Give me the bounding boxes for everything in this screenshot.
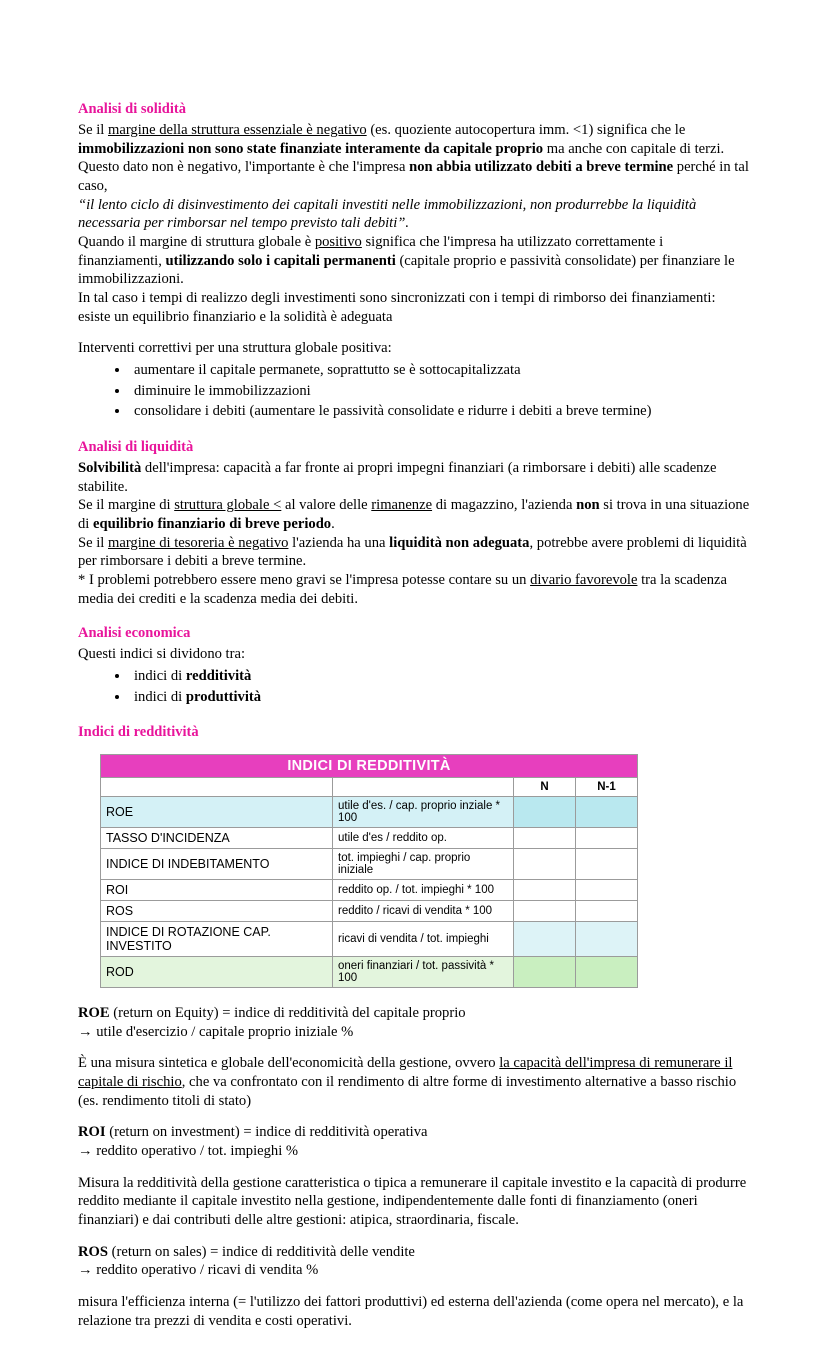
text-fragment: , potrebbe avere problemi di liquidità per rimborsare i debiti a breve termine. <box>78 534 747 570</box>
definition-roi-formula: → reddito operativo / tot. impieghi % <box>78 1143 299 1160</box>
paragraph-liquidita-1 <box>78 459 750 496</box>
text-fragment-underline: margine della struttura essenziale è negativo <box>108 121 367 138</box>
text-fragment-underline: positivo <box>314 233 362 250</box>
text-fragment: al valore delle <box>281 497 372 514</box>
text-fragment: ma anche con capitale di terzi. <box>543 140 725 157</box>
paragraph-solidita-1 <box>78 121 750 158</box>
text-fragment-bold: non <box>576 497 600 514</box>
text-fragment: (return on sales) = indice di redditività delle vendite <box>108 1243 415 1260</box>
text-fragment: si trova in una situazione di <box>78 497 750 532</box>
spacer <box>78 1230 750 1243</box>
row-label: ROI <box>101 880 333 901</box>
table-row <box>101 922 638 957</box>
list-item <box>130 666 750 687</box>
row-formula: reddito / ricavi di vendita * 100 <box>333 901 514 922</box>
text-fragment-underline: margine di tesoreria è negativo <box>108 534 289 551</box>
list-item: • diminuire le immobilizzazioni <box>130 381 750 402</box>
list-item: • aumentare il capitale permanete, soprattutto se è sottocapitalizzata <box>130 360 750 381</box>
paragraph-liquidita-3 <box>78 534 750 571</box>
row-value-n1[interactable] <box>576 828 638 849</box>
text-fragment: Quando il margine di struttura globale è <box>78 233 315 250</box>
row-label: TASSO D'INCIDENZA <box>101 828 333 849</box>
list-interventi-correttivi <box>78 360 750 422</box>
text-fragment: * I problemi potrebbero essere meno gravi se l'impresa potesse contare su un <box>78 571 531 588</box>
definition-roi-title <box>78 1123 750 1142</box>
table-row <box>101 828 638 849</box>
row-label: INDICE DI INDEBITAMENTO <box>101 849 333 880</box>
row-formula: oneri finanziari / tot. passività * 100 <box>333 957 514 988</box>
row-label: INDICE DI ROTAZIONE CAP. INVESTITO <box>101 922 333 957</box>
row-formula: tot. impieghi / cap. proprio iniziale <box>333 849 514 880</box>
definition-roe-description <box>78 1054 750 1110</box>
row-value-n[interactable] <box>514 957 576 988</box>
table-row <box>101 880 638 901</box>
text-fragment: È una misura sintetica e globale dell'economicità della gestione, ovvero <box>78 1055 500 1072</box>
paragraph-liquidita-4 <box>78 571 750 608</box>
text-fragment-bold: ROE <box>78 1005 110 1022</box>
definition-ros-description: misura l'efficienza interna (= l'utilizzo dei fattori produttivi) ed esterna dell'azienda (come opera nel mercato), e la relazione tra prezzi di vendita e costi operativi. <box>78 1294 744 1329</box>
text-fragment: Se il <box>78 121 108 138</box>
list-indici-tipi <box>78 666 750 707</box>
text-fragment: Se il margine di <box>78 497 175 514</box>
row-formula: utile d'es. / cap. proprio inziale * 100 <box>333 797 514 828</box>
text-fragment: . <box>331 515 335 532</box>
text-fragment: di magazzino, l'azienda <box>432 497 577 514</box>
table-header-row <box>101 778 638 797</box>
paragraph-solidita-2 <box>78 158 750 195</box>
table-header-n1: N-1 <box>576 778 638 797</box>
text-fragment: Questo dato non è negativo, l'importante è che l'impresa <box>78 159 410 176</box>
text-fragment-bold: ROI <box>78 1124 106 1141</box>
text-fragment: , che va confrontato con il rendimento di altre forme di investimento alternative a basso rischio (es. rendimento titoli di stato) <box>78 1074 737 1109</box>
text-fragment: dell'impresa: capacità a far fronte ai propri impegni finanziari (a rimborsare i debiti) alle scadenze stabilite. <box>78 459 717 495</box>
spacer <box>78 1041 750 1054</box>
text-fragment: (return on Equity) = indice di redditività del capitale proprio <box>109 1005 466 1022</box>
text-fragment-bold: ROS <box>78 1243 109 1260</box>
row-value-n[interactable] <box>514 828 576 849</box>
heading-analisi-economica: Analisi economica <box>78 625 191 642</box>
table-header-n: N <box>514 778 576 797</box>
paragraph-solidita-quote: “il lento ciclo di disinvestimento dei capitali investiti nelle immobilizzazioni, non produrrebbe la liquidità necessaria per rimborsar nel tempo previsto tali debiti”. <box>78 196 697 232</box>
paragraph-liquidita-2 <box>78 496 750 533</box>
heading-analisi-solidita: Analisi di solidità <box>78 101 186 117</box>
table-row <box>101 797 638 828</box>
row-value-n[interactable] <box>514 901 576 922</box>
row-value-n1[interactable] <box>576 901 638 922</box>
row-value-n1[interactable] <box>576 957 638 988</box>
spacer <box>78 1110 750 1123</box>
paragraph-economica-intro: Questi indici si dividono tra: <box>78 646 246 663</box>
spacer <box>78 1280 750 1293</box>
table-title: INDICI DI REDDITIVITÀ <box>101 755 638 778</box>
definitions-block <box>78 1004 750 1330</box>
row-formula: reddito op. / tot. impieghi * 100 <box>333 880 514 901</box>
text-fragment-bold: utilizzando solo i capitali permanenti <box>165 252 396 269</box>
row-value-n1[interactable] <box>576 880 638 901</box>
text-fragment-underline: la capacità dell'impresa di remunerare il capitale di rischio <box>78 1055 733 1091</box>
spacer <box>78 326 750 339</box>
paragraph-interventi-intro: Interventi correttivi per una struttura globale positiva: <box>78 340 392 357</box>
row-label: ROD <box>101 957 333 988</box>
text-fragment-underline: divario favorevole <box>530 571 638 588</box>
text-fragment: (return on investment) = indice di redditività operativa <box>105 1124 428 1141</box>
table-row <box>101 901 638 922</box>
text-fragment: tra la scadenza media dei crediti e la scadenza media dei debiti. <box>78 571 727 607</box>
spacer <box>78 1161 750 1174</box>
heading-indici-redditivita: Indici di redditività <box>78 724 199 741</box>
text-fragment-underline: struttura globale < <box>174 497 282 514</box>
row-value-n1[interactable] <box>576 849 638 880</box>
text-fragment-bold: equilibrio finanziario di breve periodo <box>93 515 332 532</box>
definition-roe-title <box>78 1004 750 1023</box>
list-item <box>130 687 750 708</box>
text-fragment-bold: Solvibilità <box>78 459 142 476</box>
definition-ros-formula: → reddito operativo / ricavi di vendita % <box>78 1262 319 1279</box>
text-fragment-bold: liquidità non adeguata <box>389 534 530 551</box>
definition-ros-title <box>78 1243 750 1262</box>
list-item: • consolidare i debiti (aumentare le passività consolidate e ridurre i debiti a breve termine) <box>130 401 750 422</box>
definition-roe-formula: → utile d'esercizio / capitale proprio iniziale % <box>78 1023 354 1040</box>
paragraph-solidita-3 <box>78 233 750 289</box>
row-value-n1[interactable] <box>576 922 638 957</box>
row-value-n[interactable] <box>514 797 576 828</box>
text-fragment: l'azienda ha una <box>288 534 390 551</box>
row-value-n[interactable] <box>514 880 576 901</box>
table-header-blank-2 <box>333 778 514 797</box>
definition-roi-description: Misura la redditività della gestione caratteristica o tipica a remunerare il capitale investito e la capacità di produrre reddito mediante il capitale investito nella gestione, indipendentemente dalle fonti di finanziamento (oneri finanziari) e dai contributi delle altre gestioni: atipica, straordinaria, fiscale. <box>78 1174 747 1229</box>
table-row <box>101 849 638 880</box>
row-label: ROE <box>101 797 333 828</box>
row-formula: ricavi di vendita / tot. impieghi <box>333 922 514 957</box>
text-fragment: indici di <box>134 667 186 684</box>
row-formula: utile d'es / reddito op. <box>333 828 514 849</box>
text-fragment-bold: non abbia utilizzato debiti a breve termine <box>409 159 674 176</box>
text-fragment: indici di <box>134 688 186 705</box>
text-fragment-bold: immobilizzazioni non sono state finanziate interamente da capitale proprio <box>78 140 544 157</box>
table-indici-redditivita-wrapper <box>100 754 637 988</box>
text-fragment: perché in tal caso, <box>78 159 749 194</box>
text-fragment-bold: redditività <box>185 667 252 684</box>
table-row <box>101 957 638 988</box>
table-indici-redditivita <box>100 754 638 988</box>
text-fragment-underline: rimanenze <box>371 497 433 514</box>
row-value-n[interactable] <box>514 849 576 880</box>
text-fragment: Se il <box>78 534 108 551</box>
row-value-n[interactable] <box>514 922 576 957</box>
paragraph-solidita-4: In tal caso i tempi di realizzo degli investimenti sono sincronizzati con i tempi di rimborso dei finanziamenti: esiste un equilibrio finanziario e la solidità è adeguata <box>78 289 716 325</box>
table-title-row <box>101 755 638 778</box>
row-label: ROS <box>101 901 333 922</box>
text-fragment: significa che l'impresa ha utilizzato correttamente i finanziamenti, <box>78 233 664 269</box>
text-fragment-bold: produttività <box>185 688 262 705</box>
text-fragment: (es. quoziente autocopertura imm. <1) significa che le <box>366 121 686 138</box>
row-value-n1[interactable] <box>576 797 638 828</box>
text-fragment: (capitale proprio e passività consolidate) per finanziare le immobilizzazioni. <box>78 252 735 288</box>
heading-analisi-liquidita: Analisi di liquidità <box>78 439 194 456</box>
table-header-blank-1 <box>101 778 333 797</box>
